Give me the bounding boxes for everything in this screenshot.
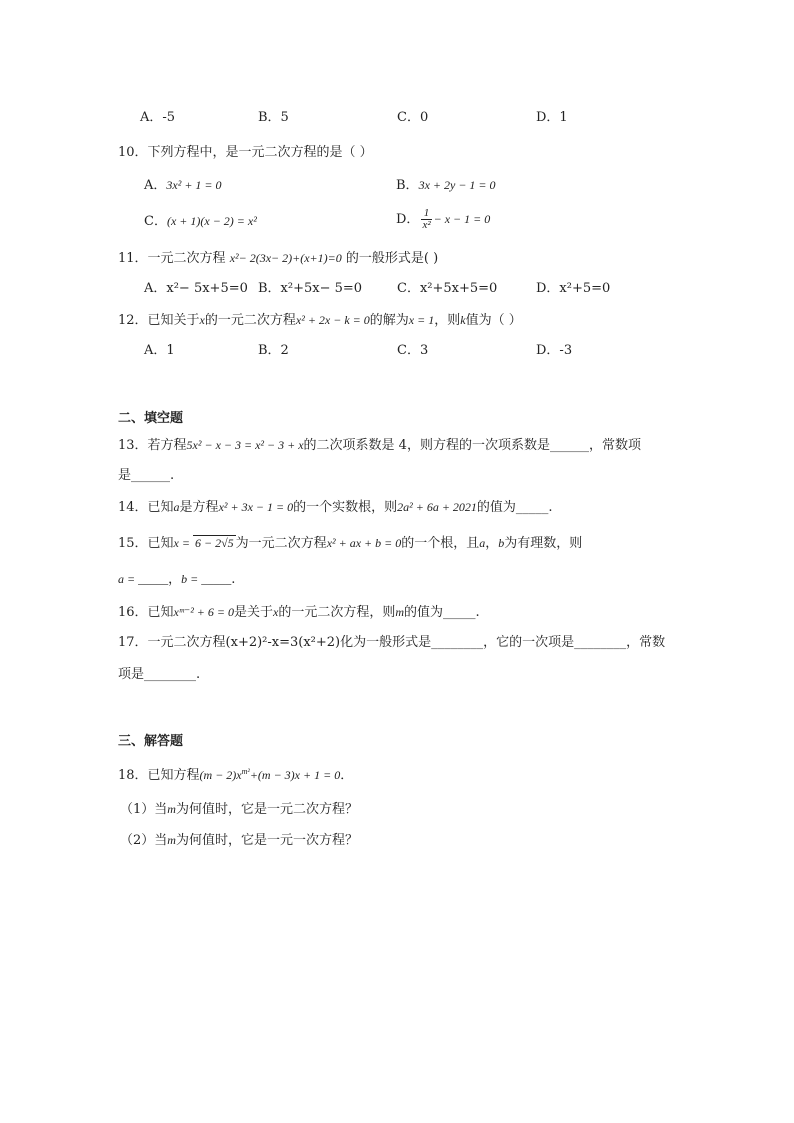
q10-option-d-fraction xyxy=(421,208,431,231)
section-heading-solve: 三、解答题 xyxy=(118,734,184,749)
section-heading-fill-in: 二、填空题 xyxy=(118,411,184,426)
q15-text-2: 为一元二次方程 xyxy=(235,536,327,551)
q12-equation: x² + 2x − k = 0 xyxy=(295,313,370,327)
q14-text-1: 14．已知 xyxy=(118,500,174,515)
q15-x-equals: x = xyxy=(173,536,193,550)
q14-stem xyxy=(118,498,553,517)
q10-option-c xyxy=(144,212,257,231)
q12-text-2: 的一元二次方程 xyxy=(204,313,296,328)
q18-sub-2 xyxy=(120,831,358,850)
q14-text-4: 的值为_____. xyxy=(476,500,553,515)
q12-text-3: 的解为 xyxy=(369,313,409,328)
q14-var-a: a xyxy=(173,500,180,514)
q14-expression: 2a² + 6a + 2021 xyxy=(397,500,477,514)
q12-solution: x = 1 xyxy=(408,313,435,327)
q18-sub-1-text-a: （1）当 xyxy=(120,802,168,817)
q10-option-b xyxy=(396,176,496,195)
q10-stem: 10．下列方程中，是一元二次方程的是（ ） xyxy=(118,145,373,160)
q18-term-1 xyxy=(200,768,250,782)
q10-option-c-math: (x + 1)(x − 2) = x² xyxy=(166,214,257,228)
q17-line-1: 17．一元二次方程(x+2)²-x=3(x²+2)化为一般形式是________，它的一次项是________，常数 xyxy=(118,635,666,650)
q16-text-2: 是关于 xyxy=(234,605,274,620)
q10-option-d xyxy=(396,206,490,233)
q15-line-2 xyxy=(118,570,235,589)
q10-option-d-numerator: 1 xyxy=(421,208,431,220)
q15-equation: x² + ax + b = 0 xyxy=(326,536,402,550)
q10-option-a xyxy=(144,176,222,195)
q12-option-a: A．1 xyxy=(144,343,175,358)
q12-var-x: x xyxy=(199,313,205,327)
q15-text-1: 15．已知 xyxy=(118,536,174,551)
q9-option-b: B．5 xyxy=(258,110,289,125)
q14-text-3: 的一个实数根，则 xyxy=(293,500,398,515)
q13-suffix: 的二次项系数是 4，则方程的一次项系数是______，常数项 xyxy=(303,438,641,453)
q18-term-1-base: (m − 2)x xyxy=(199,768,242,782)
q9-option-d: D．1 xyxy=(536,110,568,125)
q12-option-c: C．3 xyxy=(397,343,429,358)
q12-text-1: 12．已知关于 xyxy=(118,313,200,328)
q18-term-2: +(m − 3)x + 1 = 0 xyxy=(249,768,341,782)
q16-var-x: x xyxy=(273,605,279,619)
q12-text-5: 值为（ ） xyxy=(465,313,522,328)
q10-option-b-math: 3x + 2y − 1 = 0 xyxy=(418,178,496,192)
q11-option-b: B．x²+5x− 5=0 xyxy=(258,281,363,296)
q15-radical: 6 − 2√5 xyxy=(194,536,234,550)
q16-stem xyxy=(118,603,480,622)
q15-blank-a: a = _____ xyxy=(118,572,169,586)
q9-option-c: C．0 xyxy=(397,110,429,125)
q15-stem xyxy=(118,534,582,553)
q9-option-a: A．-5 xyxy=(140,110,176,125)
q12-option-b: B．2 xyxy=(258,343,289,358)
q16-text-1: 16．已知 xyxy=(118,605,174,620)
q14-text-2: 是方程 xyxy=(179,500,219,515)
q15-line-2-comma: ， xyxy=(168,572,182,587)
q15-comma: ， xyxy=(485,536,499,551)
q16-text-4: 的值为_____. xyxy=(404,605,480,620)
q18-sub-2-var-m: m xyxy=(167,833,176,847)
q16-text-3: 的一元二次方程，则 xyxy=(278,605,396,620)
q18-sub-2-text-a: （2）当 xyxy=(120,833,168,848)
q10-option-d-denominator: x² xyxy=(422,219,431,231)
q18-text-1: 18．已知方程 xyxy=(118,768,200,783)
q12-stem xyxy=(118,311,522,330)
q11-option-a: A．x²− 5x+5=0 xyxy=(144,281,248,296)
q10-option-a-math: 3x² + 1 = 0 xyxy=(166,178,222,192)
q15-text-3: 的一个根，且 xyxy=(401,536,480,551)
q15-var-b: b xyxy=(498,536,505,550)
q18-sub-1-text-b: 为何值时，它是一元二次方程？ xyxy=(175,802,358,817)
q18-stem xyxy=(118,766,353,785)
q13-equation: 5x² − x − 3 = x² − 3 + x xyxy=(186,438,304,452)
q16-var-m: m xyxy=(395,605,405,619)
q10-option-d-math: − x − 1 = 0 xyxy=(433,212,491,226)
q15-var-a: a xyxy=(479,536,486,550)
q10-option-b-label: B． xyxy=(396,178,419,193)
q18-exponent: m² xyxy=(241,767,250,776)
q17-line-2: 项是________. xyxy=(118,667,201,682)
q13-line-1 xyxy=(118,436,641,455)
q18-sub-1 xyxy=(120,800,358,819)
q18-sub-2-text-b: 为何值时，它是一元一次方程？ xyxy=(175,833,358,848)
q11-option-d: D．x²+5=0 xyxy=(536,281,611,296)
q10-option-a-label: A． xyxy=(144,178,167,193)
q18-period: ． xyxy=(340,768,354,783)
q15-text-4: 为有理数，则 xyxy=(504,536,583,551)
q15-blank-b: b = _____ xyxy=(181,572,232,586)
q12-option-d: D．-3 xyxy=(536,343,573,358)
q13-line-2: 是______. xyxy=(118,468,175,483)
q12-text-4: ，则 xyxy=(434,313,461,328)
q15-line-2-end: . xyxy=(231,572,236,587)
q11-option-c: C．x²+5x+5=0 xyxy=(397,281,498,296)
q10-option-d-label: D． xyxy=(396,212,420,227)
q13-prefix: 13．若方程 xyxy=(118,438,187,453)
q16-equation: xᵐ⁻² + 6 = 0 xyxy=(173,605,235,619)
q11-stem-prefix: 11．一元二次方程 xyxy=(118,251,230,266)
q18-sub-1-var-m: m xyxy=(167,802,176,816)
q12-var-k: k xyxy=(460,313,466,327)
q14-equation: x² + 3x − 1 = 0 xyxy=(218,500,294,514)
q10-option-c-label: C． xyxy=(144,214,167,229)
q11-stem xyxy=(118,249,438,268)
q11-stem-math: x²− 2(3x− 2)+(x+1)=0 xyxy=(229,251,342,265)
q11-stem-suffix: 的一般形式是( ) xyxy=(341,251,439,266)
